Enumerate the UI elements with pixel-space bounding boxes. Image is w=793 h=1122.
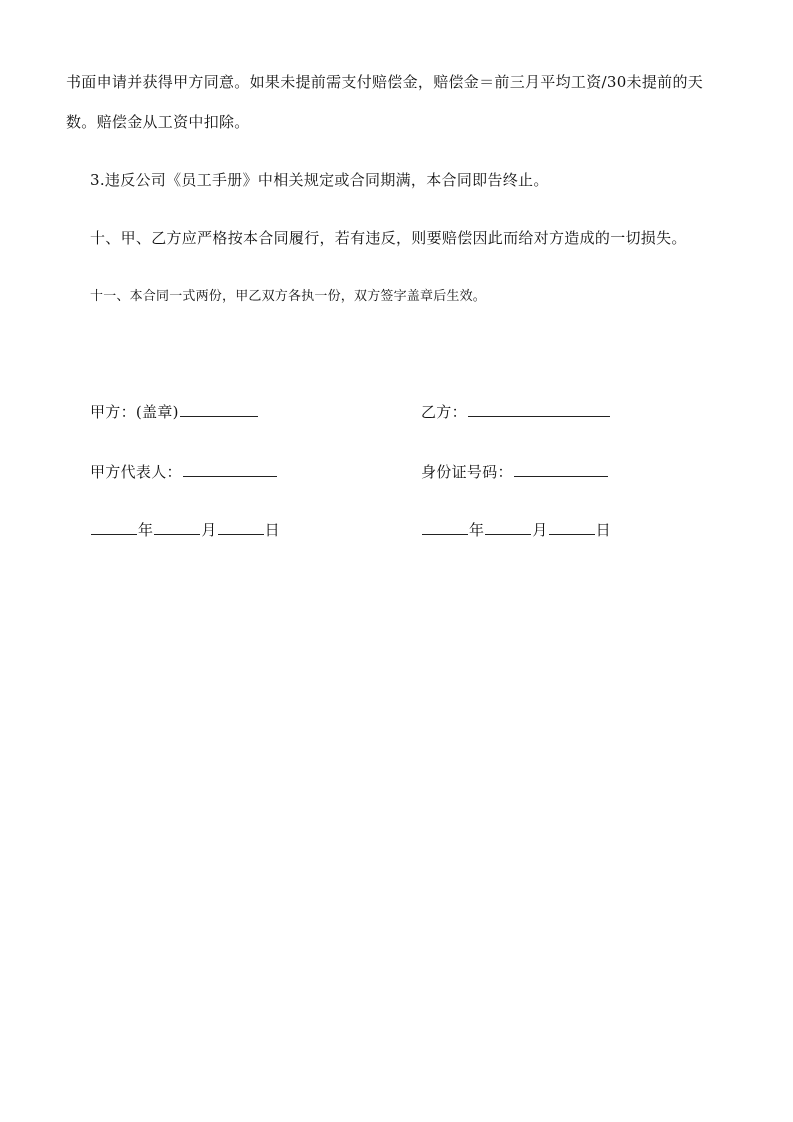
clause-termination: 3.违反公司《员工手册》中相关规定或合同期满，本合同即告终止。 [90,171,549,189]
year-blank [422,520,468,535]
party-a-representative [90,462,278,482]
month-label: 月 [201,521,217,539]
party-b-id-number [421,462,609,482]
party-b-label: 乙方： [421,403,467,421]
party-b-date [421,520,611,540]
party-a-rep-blank [183,462,277,477]
day-label: 日 [264,521,280,539]
day-blank [549,520,595,535]
id-number-label: 身份证号码： [421,463,513,481]
clause-ten: 十、甲、乙方应严格按本合同履行，若有违反，则要赔偿因此而给对方造成的一切损失。 [90,229,687,247]
party-a-blank [180,402,258,417]
party-a-date [90,520,280,540]
month-blank [154,520,200,535]
day-blank [218,520,264,535]
year-blank [91,520,137,535]
paragraph-line: 数。赔偿金从工资中扣除。 [66,113,250,131]
month-blank [485,520,531,535]
year-label: 年 [469,521,485,539]
party-b-signature [421,402,611,422]
party-a-rep-label: 甲方代表人： [90,463,182,481]
paragraph-line: 书面申请并获得甲方同意。如果未提前需支付赔偿金，赔偿金＝前三月平均工资/30未提前的天 [66,73,704,91]
day-label: 日 [595,521,611,539]
month-label: 月 [532,521,548,539]
id-number-blank [514,462,608,477]
party-b-blank [468,402,610,417]
party-a-label: 甲方：(盖章) [90,403,179,421]
year-label: 年 [138,521,154,539]
party-a-signature [90,402,259,422]
clause-eleven: 十一、本合同一式两份，甲乙双方各执一份，双方签字盖章后生效。 [90,289,487,304]
